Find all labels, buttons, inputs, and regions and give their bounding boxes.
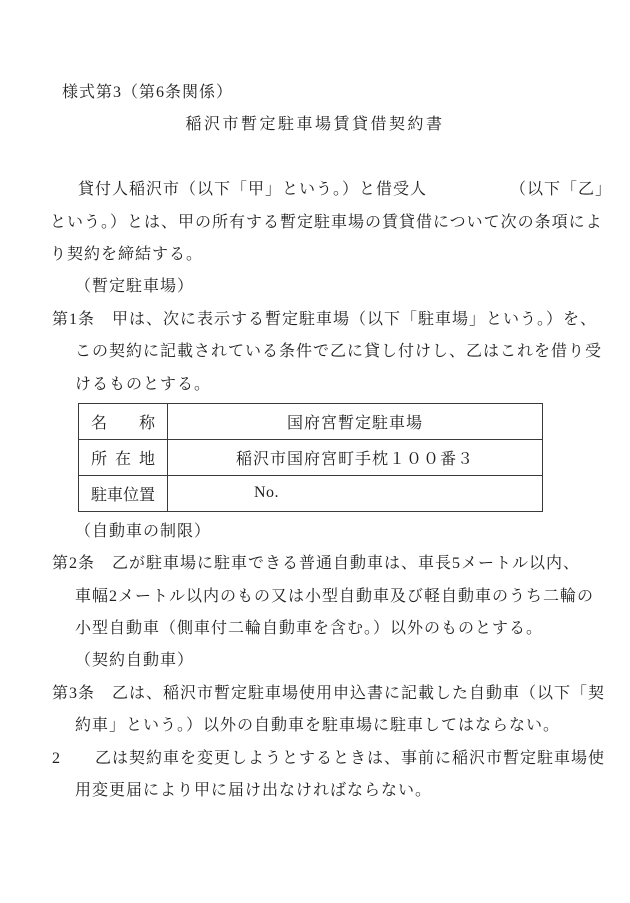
row-value-position: No. (168, 475, 543, 511)
intro-line-1 (78, 174, 612, 206)
row-value-name: 国府宮暫定駐車場 (168, 403, 543, 439)
article3-heading: （契約自動車） (75, 652, 195, 670)
row-value-address: 稲沢市国府宮町手枕１００番３ (168, 439, 543, 475)
intro-line-1-right: （以下「乙」 (509, 181, 612, 199)
article3-clause2-line-1: 2 乙は契約車を変更しようとするときは、事前に稲沢市暫定駐車場使 (52, 749, 606, 767)
table-row-name (79, 403, 543, 439)
form-number-line: 様式第3（第6条関係） (62, 84, 234, 101)
table-row-position (79, 475, 543, 511)
intro-line-2: という。）とは、甲の所有する暫定駐車場の賃貸借について次の条項によ (50, 213, 603, 231)
intro-line-1-left: 貸付人稲沢市（以下「甲」という。）と借受人 (78, 181, 428, 199)
article3-line-2: 約車」という。）以外の自動車を駐車場に駐車してはならない。 (75, 717, 561, 735)
table-row-address (79, 439, 543, 475)
row-label-position: 駐車位置 (79, 475, 168, 511)
blank-line (0, 142, 630, 174)
row-label-name: 名称 (79, 403, 168, 439)
article2-line-3: 小型自動車（側車付二輪自動車を含む。）以外のものとする。 (75, 620, 544, 638)
article2-line-1: 第2条 乙が駐車場に駐車できる普通自動車は、車長5メートル以内、 (52, 555, 581, 573)
article2-line-2: 車幅2メートル以内のもの又は小型自動車及び軽自動車のうち二輪の (75, 587, 595, 605)
article3-line-1: 第3条 乙は、稲沢市暫定駐車場使用申込書に記載した自動車（以下「契 (52, 684, 606, 702)
document-title: 稲沢市暫定駐車場賃貸借契約書 (185, 116, 445, 134)
intro-line-3: り契約を締結する。 (50, 245, 204, 263)
article3-clause2-line-2: 用変更届により甲に届け出なければならない。 (75, 782, 433, 800)
article1-line-1: 第1条 甲は、次に表示する暫定駐車場（以下「駐車場」という。）を、 (52, 310, 598, 328)
article1-line-3: けるものとする。 (75, 375, 212, 393)
row-label-address: 所在地 (79, 439, 168, 475)
article2-heading: （自動車の制限） (75, 522, 212, 540)
article1-heading: （暫定駐車場） (75, 278, 195, 296)
article1-line-2: この契約に記載されている条件で乙に貸し付けし、乙はこれを借り受 (75, 343, 603, 361)
parking-lot-table (78, 403, 543, 512)
